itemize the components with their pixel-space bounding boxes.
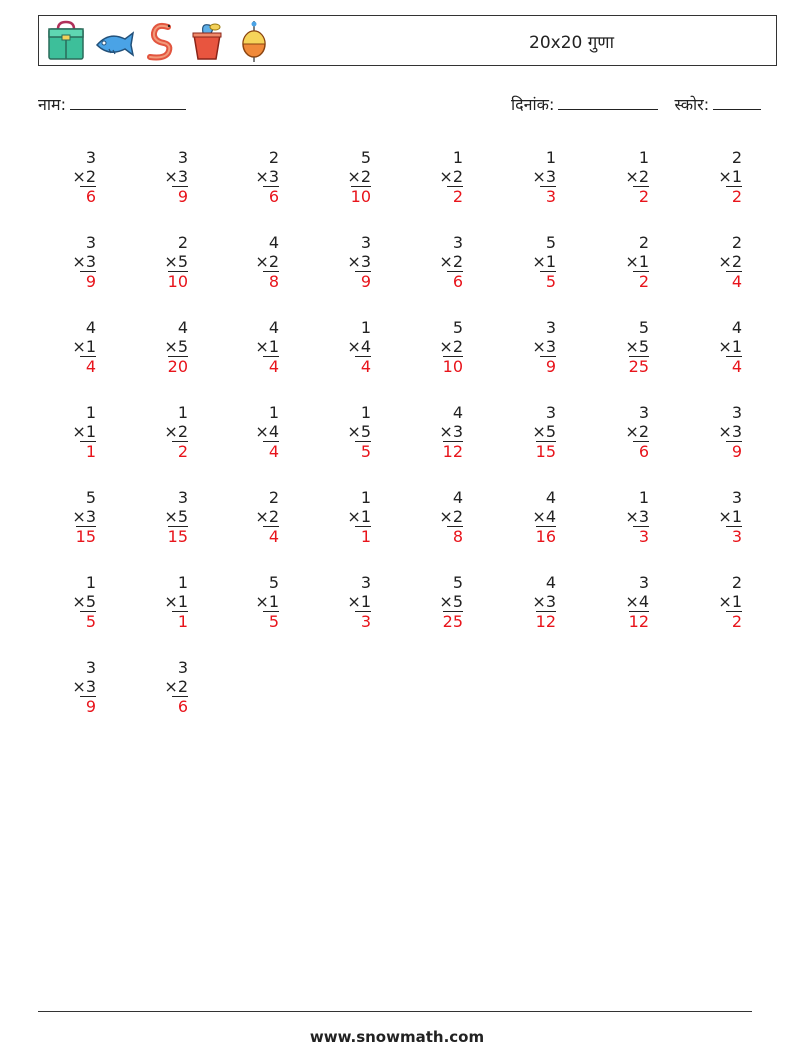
multiplier: ×4: [625, 592, 649, 611]
problem-22: [496, 318, 556, 376]
multiplier: ×2: [625, 167, 649, 186]
multiplier: ×3: [164, 167, 188, 186]
problem-5: [403, 148, 463, 206]
answer: 12: [442, 442, 463, 461]
multiplicand: 4: [268, 233, 279, 252]
problem-21: [403, 318, 463, 376]
multiplier: ×2: [439, 337, 463, 356]
multiplicand: 3: [360, 233, 371, 252]
name-label: नाम:: [38, 95, 66, 114]
multiplier: ×3: [72, 677, 96, 696]
multiplicand: 3: [545, 403, 556, 422]
problem-25: [36, 403, 96, 461]
problem-16: [682, 233, 742, 291]
problem-45: [403, 573, 463, 631]
multiplicand: 4: [452, 488, 463, 507]
answer: 5: [355, 441, 371, 461]
problem-39: [589, 488, 649, 546]
answer: 6: [172, 696, 188, 716]
multiplicand: 4: [268, 318, 279, 337]
multiplicand: 2: [268, 148, 279, 167]
answer: 15: [535, 442, 556, 461]
multiplier: ×5: [532, 422, 556, 441]
multiplicand: 1: [85, 573, 96, 592]
problem-29: [403, 403, 463, 461]
problem-28: [311, 403, 371, 461]
problem-10: [128, 233, 188, 291]
multiplier: ×3: [532, 167, 556, 186]
answer: 25: [628, 357, 649, 376]
problem-11: [219, 233, 279, 291]
problem-50: [128, 658, 188, 716]
problem-35: [219, 488, 279, 546]
multiplier: ×3: [72, 252, 96, 271]
multiplier: ×2: [164, 422, 188, 441]
multiplier: ×5: [164, 507, 188, 526]
problem-18: [128, 318, 188, 376]
multiplicand: 3: [545, 318, 556, 337]
multiplier: ×4: [347, 337, 371, 356]
problem-14: [496, 233, 556, 291]
multiplier: ×1: [255, 337, 279, 356]
problem-23: [589, 318, 649, 376]
answer: 8: [263, 271, 279, 291]
problem-3: [219, 148, 279, 206]
problem-47: [589, 573, 649, 631]
problem-7: [589, 148, 649, 206]
footer-divider: [38, 1011, 752, 1012]
problem-48: [682, 573, 742, 631]
multiplier: ×1: [718, 337, 742, 356]
multiplier: ×1: [718, 507, 742, 526]
multiplicand: 2: [638, 233, 649, 252]
multiplicand: 5: [638, 318, 649, 337]
problem-4: [311, 148, 371, 206]
date-label: दिनांक:: [511, 95, 555, 114]
multiplier: ×3: [439, 422, 463, 441]
answer: 15: [75, 527, 96, 546]
multiplier: ×1: [164, 592, 188, 611]
footer-website: www.snowmath.com: [309, 1028, 485, 1046]
problem-49: [36, 658, 96, 716]
worksheet-header: [38, 15, 777, 66]
answer: 25: [442, 612, 463, 631]
multiplicand: 1: [360, 403, 371, 422]
answer: 1: [80, 441, 96, 461]
multiplicand: 1: [177, 573, 188, 592]
multiplier: ×3: [532, 337, 556, 356]
problem-32: [682, 403, 742, 461]
multiplicand: 3: [177, 658, 188, 677]
score-label: स्कोर:: [674, 95, 710, 114]
answer: 10: [442, 357, 463, 376]
multiplicand: 3: [452, 233, 463, 252]
header-icons: [44, 19, 279, 63]
answer: 5: [80, 611, 96, 631]
multiplicand: 5: [360, 148, 371, 167]
multiplier: ×2: [439, 167, 463, 186]
multiplier: ×1: [347, 507, 371, 526]
problem-19: [219, 318, 279, 376]
answer: 5: [263, 611, 279, 631]
problem-26: [128, 403, 188, 461]
problem-20: [311, 318, 371, 376]
multiplicand: 3: [638, 573, 649, 592]
multiplicand: 1: [360, 488, 371, 507]
multiplicand: 1: [177, 403, 188, 422]
multiplier: ×1: [347, 592, 371, 611]
problem-31: [589, 403, 649, 461]
multiplicand: 1: [452, 148, 463, 167]
problem-6: [496, 148, 556, 206]
problem-36: [311, 488, 371, 546]
multiplicand: 3: [177, 148, 188, 167]
answer: 9: [80, 271, 96, 291]
multiplier: ×5: [347, 422, 371, 441]
multiplicand: 1: [638, 148, 649, 167]
problem-40: [682, 488, 742, 546]
answer: 8: [447, 526, 463, 546]
answer: 3: [633, 526, 649, 546]
multiplier: ×3: [532, 592, 556, 611]
multiplier: ×3: [72, 507, 96, 526]
date-blank-line[interactable]: [558, 95, 658, 110]
answer: 2: [447, 186, 463, 206]
answer: 9: [726, 441, 742, 461]
multiplicand: 5: [85, 488, 96, 507]
multiplicand: 2: [731, 148, 742, 167]
problem-42: [128, 573, 188, 631]
answer: 1: [355, 526, 371, 546]
answer: 4: [263, 526, 279, 546]
multiplicand: 1: [360, 318, 371, 337]
answer: 9: [540, 356, 556, 376]
multiplier: ×1: [625, 252, 649, 271]
multiplier: ×1: [255, 592, 279, 611]
problem-2: [128, 148, 188, 206]
multiplier: ×4: [255, 422, 279, 441]
problem-24: [682, 318, 742, 376]
answer: 5: [540, 271, 556, 291]
problem-30: [496, 403, 556, 461]
multiplicand: 2: [268, 488, 279, 507]
answer: 4: [726, 356, 742, 376]
answer: 4: [80, 356, 96, 376]
answer: 4: [726, 271, 742, 291]
multiplier: ×2: [72, 167, 96, 186]
multiplier: ×1: [532, 252, 556, 271]
multiplicand: 5: [452, 318, 463, 337]
answer: 16: [535, 527, 556, 546]
multiplicand: 2: [177, 233, 188, 252]
multiplier: ×2: [347, 167, 371, 186]
answer: 4: [263, 441, 279, 461]
multiplier: ×3: [255, 167, 279, 186]
answer: 15: [167, 527, 188, 546]
answer: 2: [726, 611, 742, 631]
multiplier: ×3: [718, 422, 742, 441]
answer: 4: [355, 356, 371, 376]
answer: 6: [263, 186, 279, 206]
problem-17: [36, 318, 96, 376]
multiplicand: 2: [731, 573, 742, 592]
multiplicand: 3: [177, 488, 188, 507]
multiplicand: 5: [545, 233, 556, 252]
answer: 6: [80, 186, 96, 206]
answer: 2: [726, 186, 742, 206]
multiplier: ×2: [255, 252, 279, 271]
answer: 12: [535, 612, 556, 631]
multiplicand: 1: [85, 403, 96, 422]
problem-46: [496, 573, 556, 631]
problem-9: [36, 233, 96, 291]
multiplicand: 5: [452, 573, 463, 592]
multiplier: ×5: [164, 337, 188, 356]
problem-13: [403, 233, 463, 291]
multiplicand: 4: [545, 488, 556, 507]
answer: 2: [633, 186, 649, 206]
multiplier: ×5: [164, 252, 188, 271]
multiplier: ×5: [625, 337, 649, 356]
multiplier: ×2: [625, 422, 649, 441]
multiplier: ×1: [72, 337, 96, 356]
multiplicand: 4: [731, 318, 742, 337]
fishing-float-icon: [232, 19, 279, 63]
multiplier: ×5: [72, 592, 96, 611]
answer: 4: [263, 356, 279, 376]
multiplicand: 1: [638, 488, 649, 507]
bait-bucket-icon: [185, 19, 232, 63]
problem-41: [36, 573, 96, 631]
multiplicand: 3: [85, 658, 96, 677]
multiplicand: 3: [85, 148, 96, 167]
multiplier: ×1: [72, 422, 96, 441]
answer: 9: [355, 271, 371, 291]
date-score-fields: [511, 93, 761, 115]
answer: 9: [172, 186, 188, 206]
multiplier: ×2: [439, 252, 463, 271]
multiplier: ×2: [164, 677, 188, 696]
name-field: [38, 93, 186, 115]
multiplier: ×3: [625, 507, 649, 526]
worksheet-title: 20x20 गुणा: [529, 33, 614, 53]
multiplicand: 5: [268, 573, 279, 592]
problem-33: [36, 488, 96, 546]
answer: 2: [633, 271, 649, 291]
answer: 9: [80, 696, 96, 716]
multiplicand: 4: [452, 403, 463, 422]
multiplicand: 3: [731, 488, 742, 507]
multiplier: ×4: [532, 507, 556, 526]
problem-15: [589, 233, 649, 291]
fish-icon: [91, 19, 138, 63]
multiplicand: 1: [268, 403, 279, 422]
multiplier: ×1: [718, 167, 742, 186]
name-blank-line[interactable]: [70, 95, 186, 110]
answer: 3: [726, 526, 742, 546]
multiplicand: 3: [360, 573, 371, 592]
problem-43: [219, 573, 279, 631]
multiplicand: 4: [177, 318, 188, 337]
answer: 6: [447, 271, 463, 291]
answer: 2: [172, 441, 188, 461]
answer: 10: [350, 187, 371, 206]
multiplicand: 3: [85, 233, 96, 252]
multiplier: ×3: [347, 252, 371, 271]
multiplicand: 4: [545, 573, 556, 592]
multiplier: ×2: [439, 507, 463, 526]
answer: 12: [628, 612, 649, 631]
problem-8: [682, 148, 742, 206]
multiplier: ×5: [439, 592, 463, 611]
multiplier: ×2: [718, 252, 742, 271]
problem-34: [128, 488, 188, 546]
problem-38: [496, 488, 556, 546]
problem-1: [36, 148, 96, 206]
score-blank-line[interactable]: [713, 95, 761, 110]
toolbox-icon: [44, 19, 91, 63]
multiplicand: 2: [731, 233, 742, 252]
multiplier: ×2: [255, 507, 279, 526]
worm-icon: [138, 19, 185, 63]
multiplicand: 4: [85, 318, 96, 337]
multiplicand: 3: [731, 403, 742, 422]
answer: 1: [172, 611, 188, 631]
multiplicand: 1: [545, 148, 556, 167]
problem-12: [311, 233, 371, 291]
multiplicand: 3: [638, 403, 649, 422]
problem-37: [403, 488, 463, 546]
answer: 3: [540, 186, 556, 206]
answer: 20: [167, 357, 188, 376]
answer: 3: [355, 611, 371, 631]
answer: 10: [167, 272, 188, 291]
answer: 6: [633, 441, 649, 461]
problem-44: [311, 573, 371, 631]
multiplier: ×1: [718, 592, 742, 611]
problem-27: [219, 403, 279, 461]
